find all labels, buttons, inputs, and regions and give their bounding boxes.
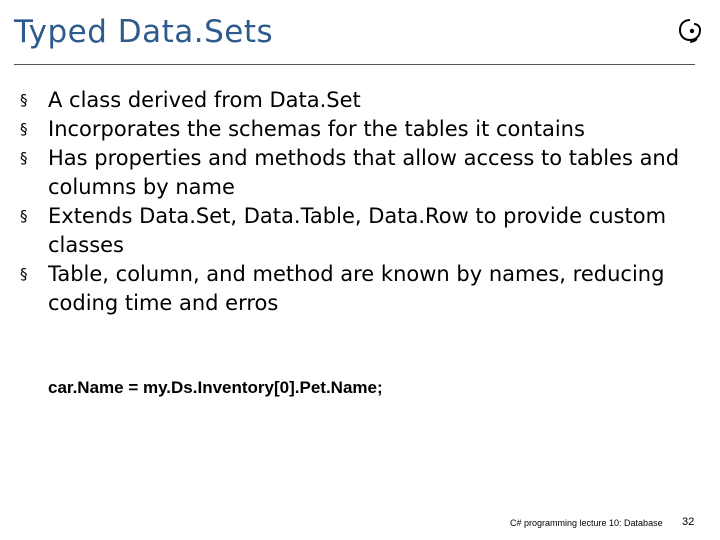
bullet-item [20, 260, 710, 318]
bullet-marker: § [20, 120, 28, 138]
slide-title: Typed Data.Sets [14, 14, 274, 50]
bullet-text: Has properties and methods that allow access to tables and columns by name [48, 146, 680, 199]
page-number: 32 [682, 516, 695, 528]
bullet-text: A class derived from Data.Set [48, 88, 361, 112]
bullet-item [20, 86, 710, 115]
bullet-list [20, 86, 710, 318]
bullet-marker: § [20, 149, 28, 167]
bullet-item [20, 202, 710, 260]
bullet-marker: § [20, 91, 28, 109]
code-example: car.Name = my.Ds.Inventory[0].Pet.Name; [48, 378, 383, 397]
bullet-item [20, 115, 710, 144]
bullet-marker: § [20, 265, 28, 283]
bullet-text: Table, column, and method are known by names, reducing coding time and erros [48, 262, 665, 315]
spiral-logo-icon [676, 16, 704, 44]
bullet-text: Incorporates the schemas for the tables it contains [48, 117, 585, 141]
footer-text: C# programming lecture 10: Database [510, 518, 663, 528]
bullet-item [20, 144, 710, 202]
bullet-text: Extends Data.Set, Data.Table, Data.Row to provide custom classes [48, 204, 667, 257]
bullet-marker: § [20, 207, 28, 225]
title-divider [14, 64, 695, 65]
